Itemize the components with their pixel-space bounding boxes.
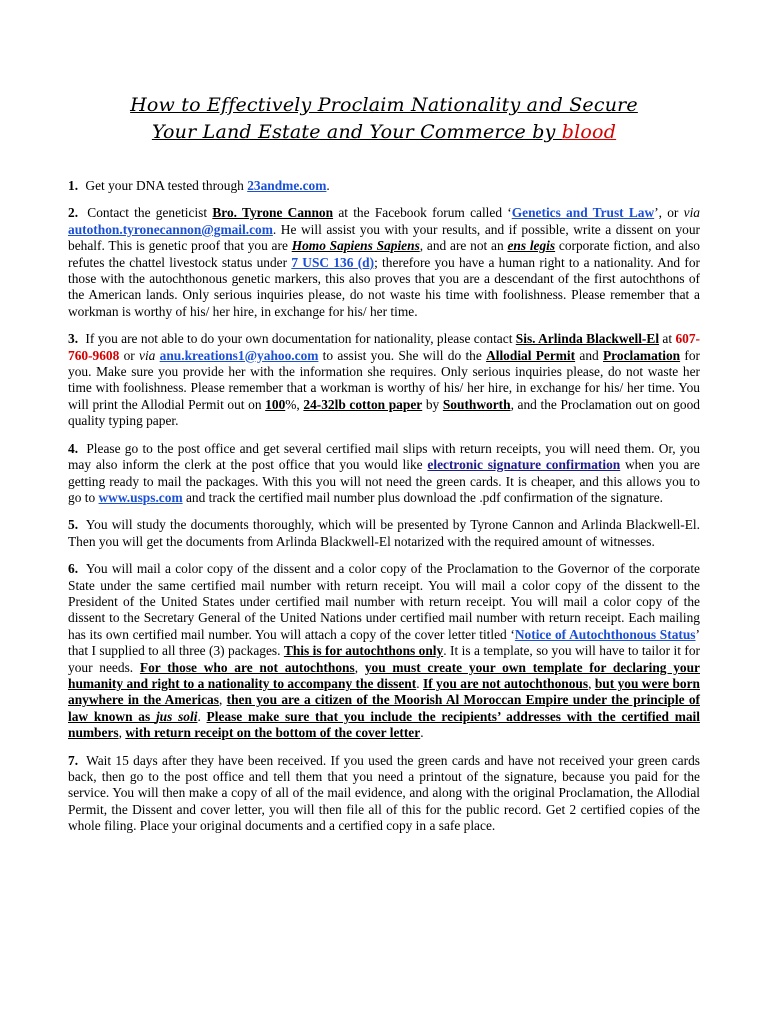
title-line-2-text: Your Land Estate and Your Commerce by: [151, 121, 562, 143]
step-number: 4.: [68, 440, 79, 456]
email-link[interactable]: anu.kreations1@yahoo.com: [159, 347, 319, 363]
step-text: ; therefore you have a human right to a nationality. And for those with the autochthonous genetic markers, this also proves that you are a descendant of the first autochthons of the American lands. Only serious inquiries please, do not waste his time with foolishness. Please remember that a workman is worthy of his/ her hire, in exchange for his/ her time.: [68, 254, 700, 319]
step-text: You will mail a color copy of the dissent and a color copy of the Proclamation to the Governor of the corporate State under the same certified mail number with return receipt. You will mail a color copy of the dissent to the President of the United States under certified mail number with return receipt. You will mail a color copy of the dissent to the Secretary General of the United Nations under certified mail number with return receipt. Each mailing has its own certified mail number. You will attach a copy of the cover letter titled ‘: [68, 561, 700, 642]
link-23andme[interactable]: 23andme.com: [247, 178, 327, 193]
step-text: .: [420, 725, 424, 741]
step-number: 5.: [68, 517, 79, 533]
step-text: . He will assist you with your results, and if possible, write a dissent on your behalf. This is genetic proof that you are: [68, 221, 700, 254]
emphasis-text: you must create your own template for declaring your humanity and right to a nationality to accompany the dissent: [68, 659, 700, 691]
step-text: .: [326, 178, 330, 193]
step-1: [68, 178, 700, 194]
contact-name: Bro. Tyrone Cannon: [212, 205, 334, 221]
title-line-1: How to Effectively Proclaim Nationality and Secure: [130, 94, 638, 116]
step-text: , and the Proclamation out on good quality typing paper.: [68, 396, 701, 429]
proclamation-term: Proclamation: [603, 347, 681, 363]
phone-number: 607-760-9608: [68, 331, 701, 363]
step-text: ,: [218, 692, 227, 708]
allodial-permit-term: Allodial Permit: [486, 347, 576, 363]
step-text: or: [119, 347, 140, 363]
step-text: and track the certified mail number plus download the .pdf confirmation of the signature.: [182, 489, 664, 505]
step-number: 6.: [68, 561, 79, 577]
step-text: at: [659, 331, 676, 347]
brand-term: Southworth: [442, 396, 511, 412]
ens-legis-term: ens legis: [507, 238, 556, 254]
esig-term: electronic signature confirmation: [427, 457, 621, 473]
step-text: .: [197, 708, 207, 724]
usps-link[interactable]: www.usps.com: [98, 489, 183, 505]
step-text: %,: [285, 396, 304, 412]
title-blood-word: blood: [561, 121, 617, 143]
emphasis-text: but you were born anywhere in the Americas: [68, 675, 700, 708]
page-title: [68, 92, 700, 146]
contact-name: Sis. Arlinda Blackwell-El: [515, 331, 660, 347]
step-text: ’, or: [654, 205, 684, 221]
emphasis-text: Please make sure that you include the recipients’ addresses with the certified mail numbers: [68, 708, 701, 741]
step-3: [68, 331, 700, 429]
step-2: [68, 205, 700, 320]
step-text: You will study the documents thoroughly, which will be presented by Tyrone Cannon and Arlinda Blackwell-El. Then you will get the documents from Arlinda Blackwell-El notarized with the required amount of witnesses.: [68, 517, 701, 549]
step-text: ’ that I supplied to all three (3) packages.: [68, 626, 700, 659]
step-text: corporate fiction, and also refutes the chattel livestock status under: [68, 238, 700, 270]
emphasis-text: This is for autochthons only: [283, 643, 444, 659]
step-4: [68, 441, 700, 507]
via-text: via: [139, 347, 156, 363]
step-number: 3.: [68, 331, 79, 347]
step-text: ,: [118, 725, 126, 741]
step-text: Wait 15 days after they have been received. If you used the green cards and have not received your green cards back, then go to the post office and tell them that you need a printout of the signature, because you paid for the service. You will then make a copy of all of the mail evidence, and along with the original Proclamation, the Allodial Permit, the Dissent and cover letter, you will then file all of this for the public record. Get 2 certified copies of the whole filing. Place your original documents and a certified copy in a safe place.: [68, 752, 700, 834]
forum-link[interactable]: Genetics and Trust Law: [511, 205, 655, 221]
paper-term: 24-32lb cotton paper: [303, 396, 423, 412]
step-5: [68, 517, 700, 550]
notice-link[interactable]: Notice of Autochthonous Status: [514, 626, 696, 642]
step-text: when you are getting ready to mail the packages. With this you will not need the green cards. It is cheaper, and this allows you to go to: [68, 457, 701, 505]
step-text: and: [575, 347, 603, 363]
step-text: .: [416, 675, 423, 691]
step-text: for you. Make sure you provide her with the information she requires. Only serious inquiries please, do not waste her time with foolishness. Please remember that a workman is worthy of his/ her hire, in exchange for his/ her time. You will print the Allodial Permit out on: [68, 347, 700, 412]
step-7: [68, 753, 700, 835]
homo-sapiens-term: Homo Sapiens Sapiens: [291, 238, 420, 254]
step-text: . It is a template, so you will have to tailor it for your needs.: [68, 643, 700, 675]
jus-soli-term: jus soli: [155, 708, 198, 724]
emphasis-text: with return receipt on the bottom of the cover letter: [125, 725, 421, 741]
step-text: Please go to the post office and get several certified mail slips with return receipts, you will need them. Or, you may also inform the clerk at the post office that you would like: [68, 440, 700, 473]
step-text: ,: [588, 675, 595, 691]
step-number: 2.: [68, 205, 79, 221]
step-text: Get your DNA tested through: [85, 178, 248, 193]
emphasis-text: For those who are not autochthons: [139, 659, 355, 675]
email-link[interactable]: autothon.tyronecannon@gmail.com: [68, 221, 273, 237]
emphasis-text: then you are a citizen of the Moorish Al Moroccan Empire under the principle of law known as: [68, 692, 700, 724]
title-line-2: [152, 121, 616, 143]
step-6: [68, 561, 700, 741]
step-text: If you are not able to do your own documentation for nationality, please contact: [85, 331, 516, 347]
step-text: at the Facebook forum called ‘: [333, 205, 512, 221]
via-text: via: [683, 205, 700, 221]
step-number: 1.: [68, 178, 79, 193]
emphasis-text: If you are not autochthonous: [422, 675, 589, 691]
percent-value: 100: [265, 396, 286, 412]
step-text: to assist you. She will do the: [318, 347, 487, 363]
usc-link[interactable]: 7 USC 136 (d): [291, 254, 375, 270]
step-text: Contact the geneticist: [87, 205, 213, 221]
step-text: , and are not an: [419, 238, 508, 254]
step-text: ,: [354, 659, 365, 675]
step-text: by: [422, 396, 443, 412]
step-number: 7.: [68, 752, 79, 768]
